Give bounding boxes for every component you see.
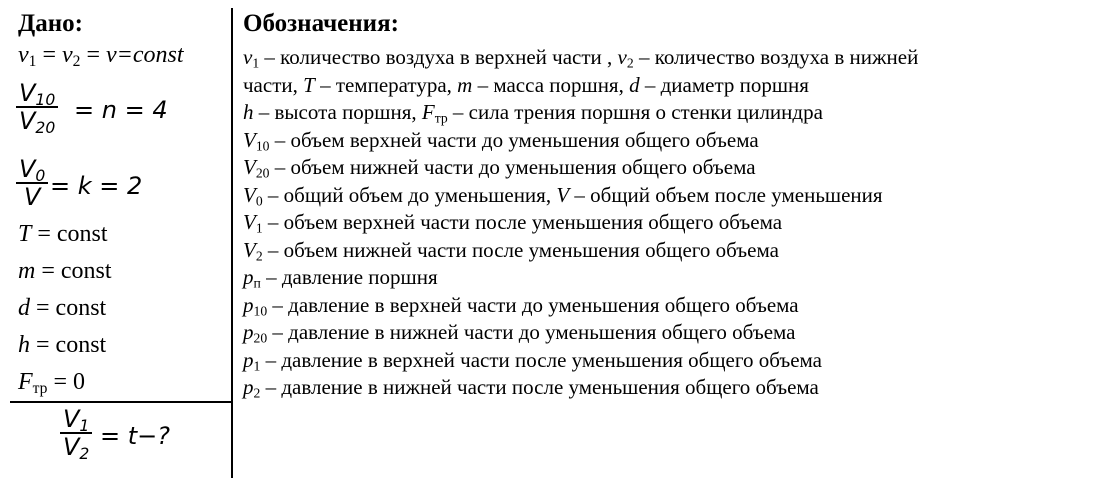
notes-text: – количество воздуха в верхней части , (259, 45, 618, 69)
notes-title: Обозначения: (243, 10, 399, 37)
notes-text: – давление в нижней части до уменьшения общего объема (267, 320, 796, 344)
find-num-var: V (63, 405, 80, 433)
notes-subscript: 2 (626, 55, 634, 71)
notes-var: p (243, 347, 254, 372)
notes-subscript: 2 (253, 385, 261, 401)
frac2-num-var: V (19, 155, 36, 183)
notes-text: – давление в верхней части после уменьшения общего объема (260, 347, 822, 372)
find-num-sub: 1 (79, 416, 90, 435)
notes-var: F (421, 100, 435, 124)
notes-var: h (243, 100, 254, 124)
notes-line (243, 99, 1083, 127)
notes-text: – объем верхней части до уменьшения общего объема (269, 127, 759, 152)
notes-text: – высота поршня, (253, 100, 422, 124)
notes-subscript: 20 (253, 330, 268, 346)
fraction-v1-v2 (60, 405, 92, 463)
notes-var: v (243, 45, 253, 69)
frac2-num-sub: 0 (35, 166, 46, 185)
frac1-numerator (16, 79, 58, 109)
notes-var: V (243, 155, 256, 179)
notes-line (243, 44, 1083, 72)
notes-text: – температура, (314, 72, 458, 97)
param-rest: = const (30, 295, 107, 321)
notes-text: – сила трения поршня о стенки цилиндра (447, 100, 823, 124)
fraction-v0-v (16, 156, 48, 210)
notes-line (243, 319, 1083, 347)
param-rest: = const (31, 221, 108, 247)
notes-var: V (243, 127, 256, 152)
notes-var: p (243, 320, 254, 344)
var-v1: v (18, 42, 29, 68)
find-rhs: = t−? (100, 422, 170, 450)
given-title: Дано: (18, 10, 83, 37)
notes-line (243, 237, 1083, 265)
frac2-den-var: V (23, 182, 41, 211)
notes-text: – общий объем до уменьшения, (262, 182, 557, 207)
notes-var: p (243, 292, 254, 317)
given-mass (18, 258, 112, 285)
frac1-num-sub: 10 (35, 90, 56, 109)
frac1-denominator (16, 106, 58, 137)
sub-v2: 2 (72, 52, 81, 70)
frac1-den-var: V (19, 106, 36, 135)
notes-line (243, 154, 1083, 182)
notes-text: – масса поршня, (472, 72, 630, 97)
notes-list (243, 44, 1083, 402)
notes-text: – общий объем после уменьшения (569, 182, 883, 207)
given-diameter (18, 295, 106, 322)
eq-b: = (80, 42, 106, 68)
notes-line (243, 72, 1083, 100)
notes-var: p (243, 375, 254, 399)
notes-var: V (556, 182, 570, 207)
notes-var: V (243, 182, 256, 207)
eq1-rest: v=const (106, 42, 184, 68)
param-var: F (18, 369, 33, 395)
notes-text: – объем нижней части после уменьшения общего объема (262, 237, 779, 262)
given-height (18, 332, 106, 359)
given-friction (18, 369, 85, 396)
notes-line (243, 292, 1083, 320)
find-denominator (60, 432, 92, 463)
notes-var: V (243, 237, 256, 262)
notes-subscript: 0 (255, 192, 263, 208)
eq-a: = (36, 42, 62, 68)
notes-line (243, 264, 1083, 292)
find-den-sub: 2 (79, 444, 90, 463)
given-temperature (18, 221, 108, 248)
frac2-rhs: = k = 2 (50, 172, 143, 200)
notes-subscript: 1 (252, 55, 260, 71)
param-rest: = const (30, 332, 107, 358)
param-var: d (18, 295, 30, 321)
notes-text: – объем верхней части после уменьшения общего объема (262, 210, 783, 234)
notes-var: p (243, 265, 254, 289)
fraction-v10-v20 (16, 79, 58, 137)
frac2-numerator (16, 155, 48, 185)
param-var: T (18, 221, 32, 247)
notes-text: части, (243, 72, 304, 97)
param-rest: = 0 (47, 369, 86, 395)
notes-line (243, 209, 1083, 237)
frac1-den-sub: 20 (35, 118, 56, 137)
notes-var: T (303, 72, 315, 97)
notes-text: – давление в нижней части после уменьшения общего объема (260, 375, 819, 399)
notes-text: – количество воздуха в нижней (633, 45, 919, 69)
sub-v1: 1 (28, 52, 37, 70)
find-divider (10, 401, 231, 403)
notes-subscript: тр (434, 110, 448, 126)
notes-subscript: п (253, 275, 261, 291)
param-rest: = const (35, 258, 112, 284)
notes-var: d (629, 72, 640, 97)
param-sub: тр (32, 379, 48, 397)
notes-text: – давление в верхней части до уменьшения общего объема (267, 292, 799, 317)
var-v2: v (62, 42, 73, 68)
notes-var: m (457, 72, 473, 97)
given-panel (0, 0, 232, 489)
notes-line (243, 374, 1083, 402)
notes-line (243, 127, 1083, 155)
notes-subscript: 20 (255, 165, 270, 181)
notes-subscript: 10 (253, 302, 268, 318)
notes-text: – давление поршня (260, 265, 438, 289)
find-den-var: V (63, 432, 80, 461)
param-var: h (18, 332, 30, 358)
notes-var: V (243, 210, 256, 234)
notes-line (243, 182, 1083, 210)
notes-var: v (617, 45, 627, 69)
notes-subscript: 10 (255, 137, 270, 153)
find-numerator (60, 405, 92, 435)
frac2-denominator (16, 184, 48, 210)
notes-text: – объем нижней части до уменьшения общего объема (269, 155, 756, 179)
notes-subscript: 2 (255, 247, 263, 263)
column-divider (231, 8, 233, 478)
notes-subscript: 1 (255, 220, 263, 236)
given-equal-amounts (18, 42, 184, 69)
frac1-num-var: V (19, 79, 36, 107)
notes-subscript: 1 (253, 357, 261, 373)
notes-line (243, 347, 1083, 375)
param-var: m (18, 258, 36, 284)
frac1-rhs: = n = 4 (74, 96, 168, 124)
notes-text: – диаметр поршня (639, 72, 809, 97)
